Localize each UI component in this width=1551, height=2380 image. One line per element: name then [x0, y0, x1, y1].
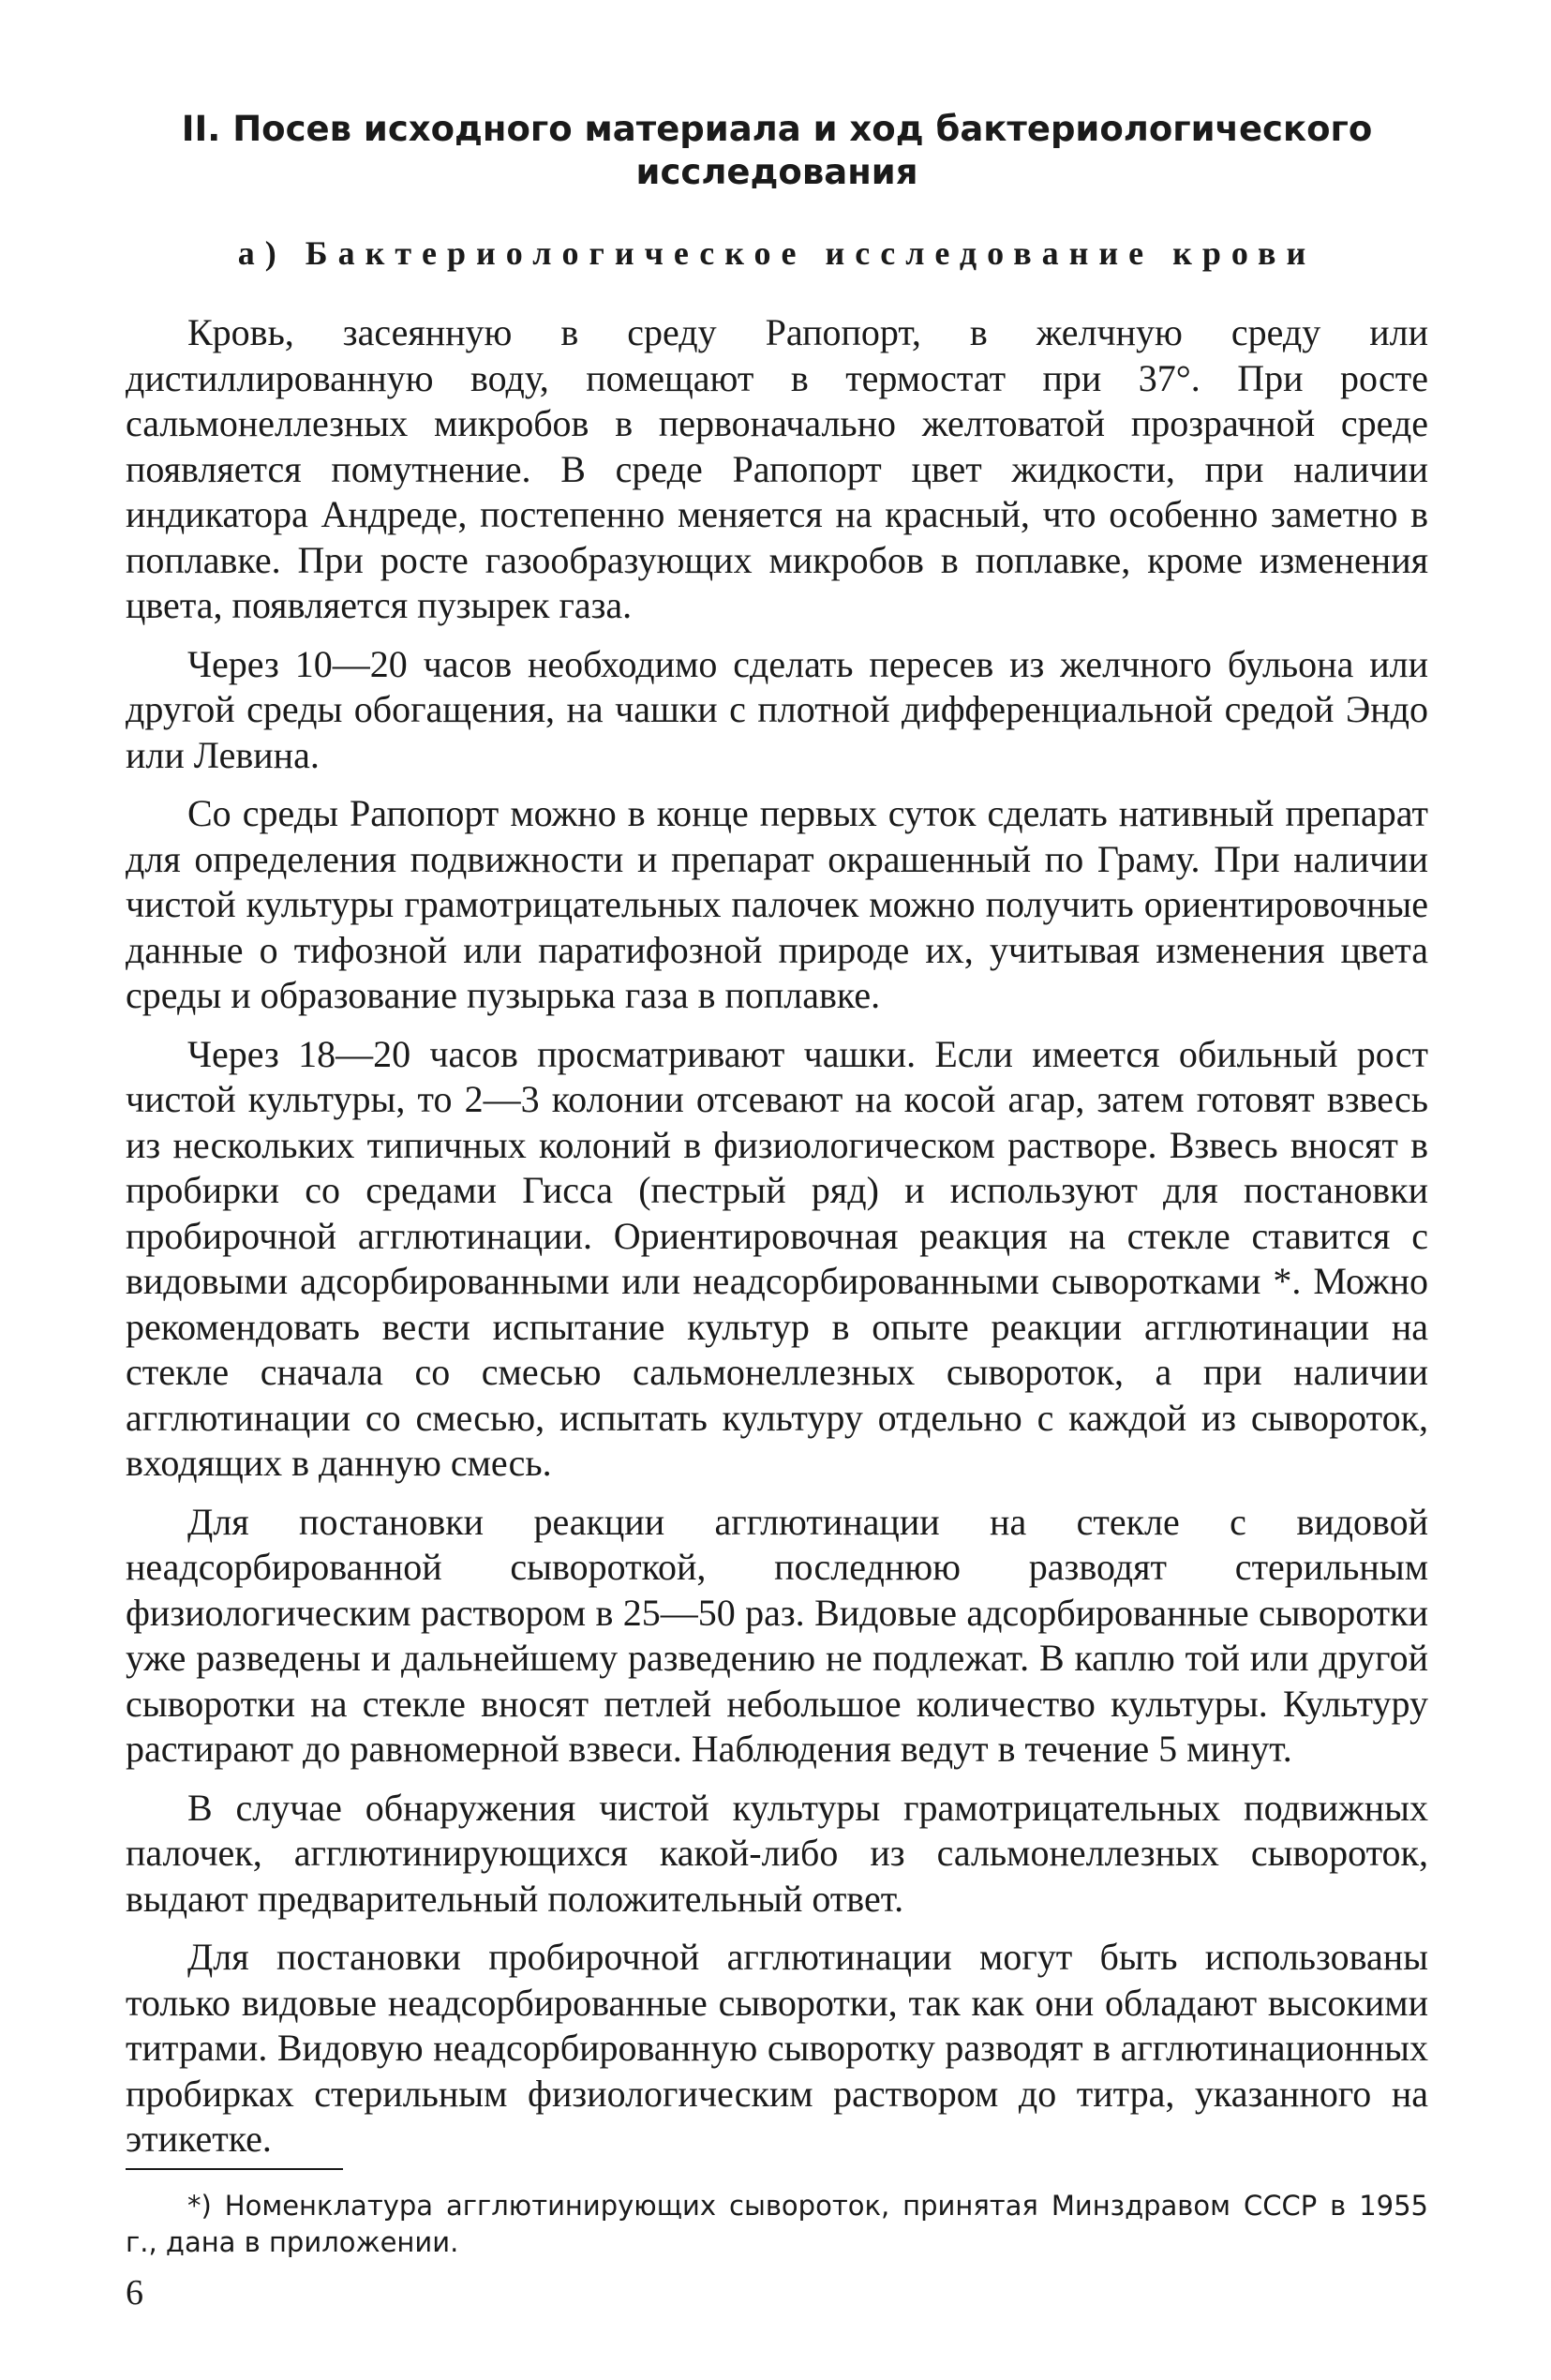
paragraph-2: Через 10—20 часов необходимо сделать пересев из желчного бульона или другой среды обогащения, на чашки с плотной дифференциальной средой Эндо или Левина.	[126, 642, 1428, 776]
paragraph-4: Через 18—20 часов просматривают чашки. Если имеется обильный рост чистой культуры, то 2—3 колонии отсевают на косой агар, затем готовят взвесь из нескольких типичных колоний в физиологическом растворе. Взвесь вносят в пробирки со средами Гисса (пестрый ряд) и используют для постановки пробирочной агглютинации. Ориентировочная реакция на стекле ставится с видовыми адсорбированными или неадсорбированными сыворотками *. Можно рекомендовать вести испытание культур в опыте реакции агглютинации на стекле сначала со смесью сальмонеллезных сывороток, а при наличии агглютинации со смесью, испытать культуру отдельно с каждой из сывороток, входящих в данную смесь.	[126, 1032, 1428, 1484]
paragraph-5: Для постановки реакции агглютинации на стекле с видовой неадсорбированной сывороткой, последнюю разводят стерильным физиологическим раствором в 25—50 раз. Видовые адсорбированные сыворотки уже разведены и дальнейшему разведению не подлежат. В каплю той или другой сыворотки на стекле вносят петлей небольшое количество культуры. Культуру растирают до равномерной взвеси. Наблюдения ведут в течение 5 минут.	[126, 1500, 1428, 1770]
section-heading	[126, 108, 1428, 194]
paragraph-1: Кровь, засеянную в среду Рапопорт, в желчную среду или дистиллированную воду, помещают в термостат при 37°. При росте сальмонеллезных микробов в первоначально желтоватой прозрачной среде появляется помутнение. В среде Рапопорт цвет жидкости, при наличии индикатора Андреде, постепенно меняется на красный, что особенно заметно в поплавке. При росте газообразующих микробов в поплавке, кроме изменения цвета, появляется пузырек газа.	[126, 311, 1428, 626]
footnote: *) Номенклатура агглютинирующих сывороток, принятая Минздравом СССР в 1955 г., дана в приложении.	[126, 2190, 1428, 2258]
section-heading-line-2: исследования	[635, 152, 918, 192]
paragraph-3: Со среды Рапопорт можно в конце первых суток сделать нативный препарат для определения подвижности и препарат окрашенный по Граму. При наличии чистой культуры грамотрицательных палочек можно получить ориентировочные данные о тифозной или паратифозной природе их, учитывая изменения цвета среды и образование пузырька газа в поплавке.	[126, 792, 1428, 1016]
paragraph-7: Для постановки пробирочной агглютинации могут быть использованы только видовые неадсорбированные сыворотки, так как они обладают высокими титрами. Видовую неадсорбированную сыворотку разводят в агглютинационных пробирках стерильным физиологическим раствором до титра, указанного на этикетке.	[126, 1936, 1428, 2160]
paragraph-6: В случае обнаружения чистой культуры грамотрицательных подвижных палочек, агглютинирующихся какой-либо из сальмонеллезных сывороток, выдают предварительный положительный ответ.	[126, 1786, 1428, 1920]
section-heading-line-1: II. Посев исходного материала и ход бактериологического	[181, 109, 1373, 149]
page-number: 6	[126, 2273, 143, 2313]
footnote-divider	[126, 2168, 343, 2170]
page-body	[126, 108, 1428, 2176]
subsection-heading: а) Бактериологическое исследование крови	[237, 234, 1317, 272]
